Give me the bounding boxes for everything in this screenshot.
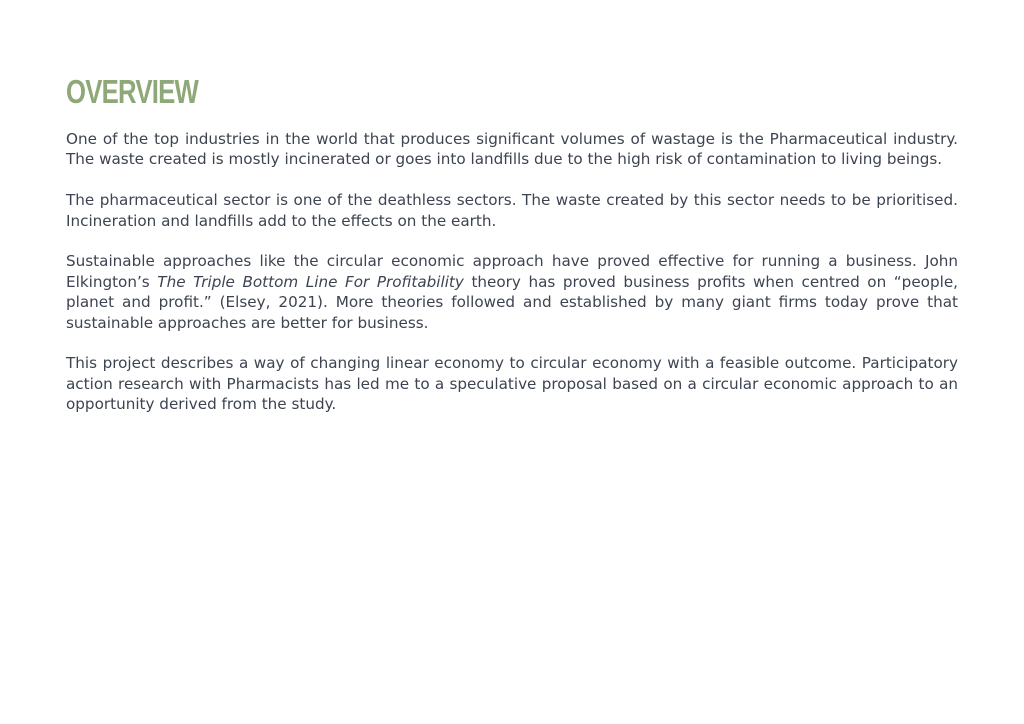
paragraph-3 <box>66 251 958 333</box>
paragraph-3-intro: Sustainable approaches like the circular economic approach have proved effective for running a business. John Elkington’s <box>66 252 958 291</box>
book-title-italic: The Triple Bottom Line For Profitability <box>157 272 464 291</box>
paragraph-2: The pharmaceutical sector is one of the deathless sectors. The waste created by this sector needs to be prioritised. Incineration and landfills add to the effects on the earth. <box>66 191 958 230</box>
paragraph-4: This project describes a way of changing linear economy to circular economy with a feasible outcome. Participatory action research with Pharmacists has led me to a speculative proposal based on a circular economic approach to an opportunity derived from the study. <box>66 354 958 414</box>
page-title: OVERVIEW <box>66 73 199 110</box>
paragraph-3-rest: theory has proved business profits when centred on “people, planet and profit.” (Elsey, 2021). More theories followed and established by many giant firms today prove that sustainable approaches are better for business. <box>66 272 958 332</box>
overview-body <box>66 129 958 415</box>
paragraph-1: One of the top industries in the world that produces significant volumes of wastage is the Pharmaceutical industry. The waste created is mostly incinerated or goes into landfills due to the high risk of contamination to living beings. <box>66 130 958 169</box>
